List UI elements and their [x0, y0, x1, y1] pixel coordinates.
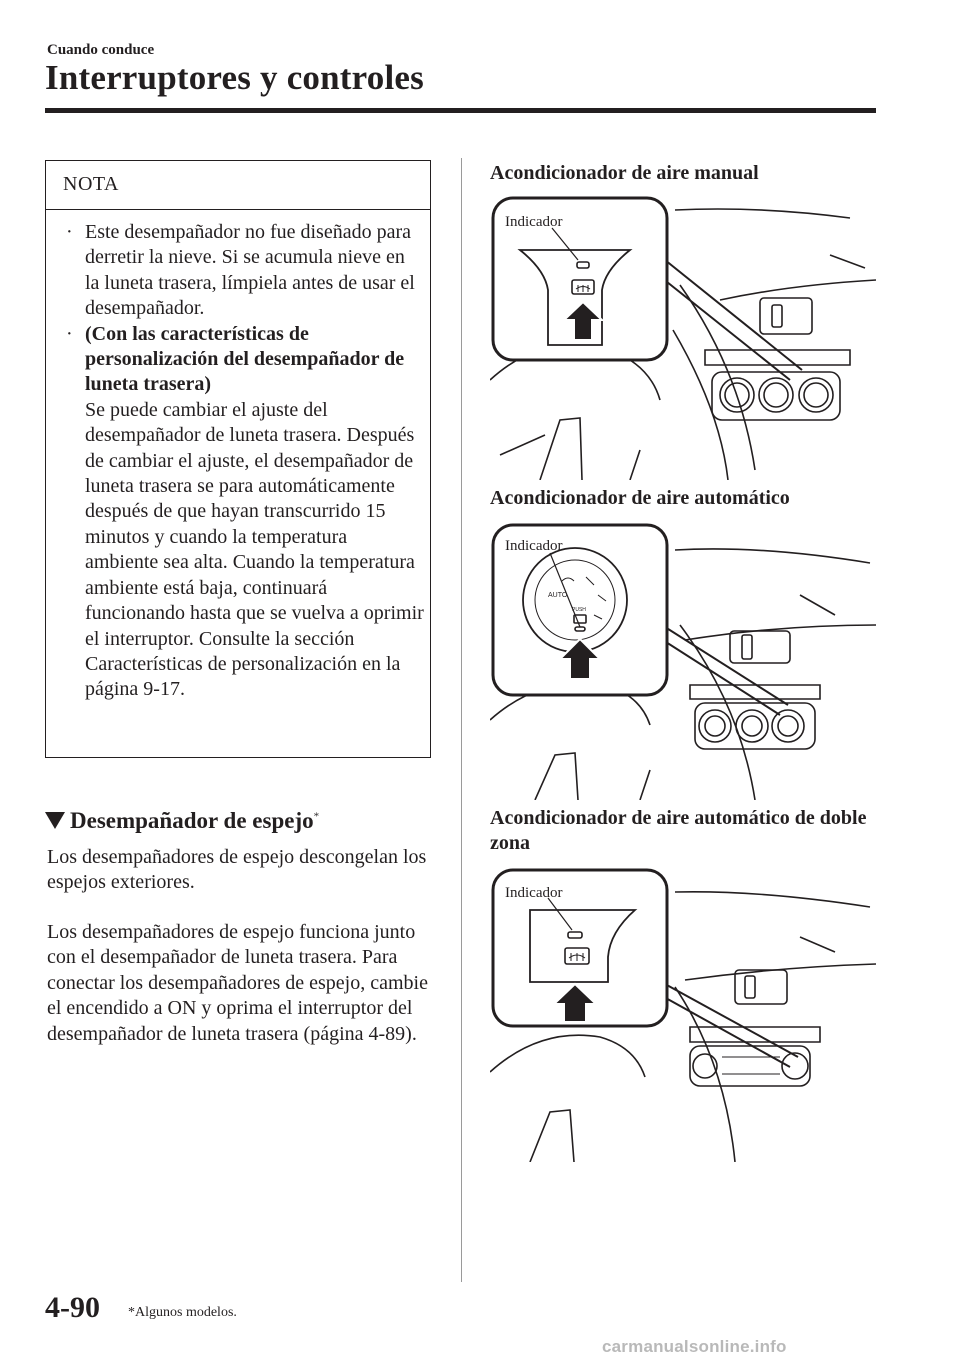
- note-item-heading: (Con las características de personalización del desempañador de luneta trasera): [85, 322, 405, 396]
- bullet-icon: ·: [66, 322, 73, 345]
- footnote: *Algunos modelos.: [128, 1305, 237, 1320]
- section-heading-text: Desempañador de espejo: [70, 808, 314, 833]
- note-title: NOTA: [63, 173, 119, 195]
- auto-ac-illustration: [490, 515, 876, 800]
- callout-label: Indicador: [505, 214, 563, 230]
- note-item-text: Se puede cambiar el ajuste del desempañador de luneta trasera. Después de cambiar el ajuste, el desempañador de luneta trasera se para automáticamente después de que hayan transcurrido 15 minutos y cuando la temperatura ambiente sea alta. Cuando la temperatura ambiente está baja, continuará funcionando hasta que se vuelva a oprimir el interruptor. Consulte la sección Características de personalización en la página 9-17.: [85, 398, 424, 701]
- bullet-icon: ·: [66, 221, 73, 243]
- section-heading: [45, 808, 319, 834]
- body-paragraph: Los desempañadores de espejo descongelan los espejos exteriores.: [47, 846, 427, 894]
- dual-zone-ac-illustration: [490, 862, 876, 1162]
- callout-label: Indicador: [505, 885, 563, 901]
- triangle-marker-icon: [45, 812, 65, 829]
- note-box: [45, 160, 431, 758]
- knob-push-label: PUSH: [572, 607, 586, 613]
- callout-label: Indicador: [505, 538, 563, 554]
- note-list: [64, 220, 424, 703]
- note-item: [64, 322, 424, 703]
- dashboard-line: [675, 209, 850, 218]
- figure-heading-manual: Acondicionador de aire manual: [490, 162, 759, 184]
- column-divider: [461, 158, 462, 1282]
- note-item: [64, 220, 424, 322]
- note-item-text: Este desempañador no fue diseñado para derretir la nieve. Si se acumula nieve en la luneta trasera, límpiela antes de usar el desempañador.: [85, 221, 415, 320]
- manual-ac-illustration: [490, 190, 876, 480]
- title-rule: [45, 108, 876, 113]
- body-paragraph: Los desempañadores de espejo funciona junto con el desempañador de luneta trasera. Para conectar los desempañadores de espejo, cambie el encendido a ON y oprima el interruptor del desempañador de luneta trasera (página 4-89).: [47, 921, 428, 1045]
- asterisk-marker: *: [313, 810, 320, 823]
- page-number: 4-90: [45, 1291, 100, 1324]
- knob-auto-label: AUTO: [548, 592, 568, 599]
- page-title: Interruptores y controles: [45, 58, 424, 97]
- watermark: carmanualsonline.info: [602, 1337, 787, 1356]
- section-label: Cuando conduce: [47, 42, 155, 58]
- figure-heading-dual-zone: Acondicionador de aire automático de doble zona: [490, 807, 867, 855]
- note-divider: [46, 209, 430, 210]
- figure-heading-auto: Acondicionador de aire automático: [490, 487, 790, 509]
